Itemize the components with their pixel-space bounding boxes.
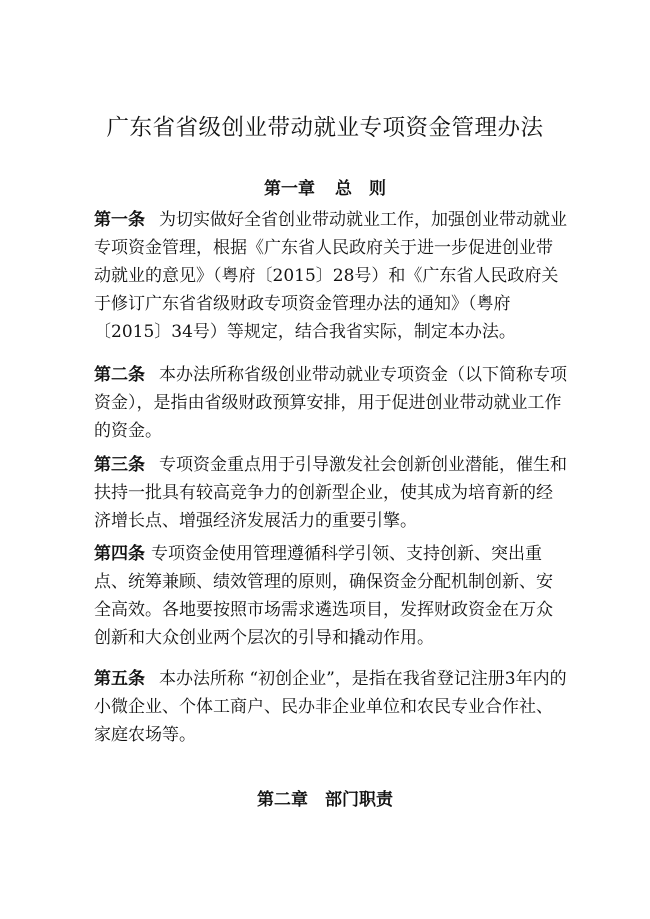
article-3-text: 专项资金重点用于引导激发社会创新创业潜能，催生和扶持一批具有较高竞争力的创新型企业，使其成为培育新的经济增长点、增强经济发展活力的重要引擎。 [94, 455, 567, 531]
article-1 [94, 206, 568, 346]
article-3 [94, 451, 568, 535]
chapter-1-heading [0, 177, 650, 201]
article-5-label: 第五条 [94, 669, 145, 689]
article-1-text: 为切实做好全省创业带动就业工作，加强创业带动就业专项资金管理，根据《广东省人民政府关于进一步促进创业带动就业的意见》（粤府〔2015〕28号）和《广东省人民政府关于修订广东省省级财政专项资金管理办法的通知》（粤府〔2015〕34号）等规定，结合我省实际，制定本办法。 [94, 210, 567, 342]
article-4 [94, 540, 568, 652]
document-title: 广东省省级创业带动就业专项资金管理办法 [106, 115, 544, 141]
article-2-text: 本办法所称省级创业带动就业专项资金（以下简称专项资金），是指由省级财政预算安排，用于促进创业带动就业工作的资金。 [94, 365, 567, 441]
article-2 [94, 361, 568, 445]
article-2-label: 第二条 [94, 365, 145, 385]
chapter-1-label: 第一章 [264, 179, 315, 199]
article-5-text: 本办法所称 “初创企业”，是指在我省登记注册3年内的小微企业、个体工商户、民办非企业单位和农民专业合作社、家庭农场等。 [94, 669, 567, 745]
chapter-1-name: 总 则 [335, 179, 386, 199]
article-4-text: 专项资金使用管理遵循科学引领、支持创新、突出重点、统筹兼顾、绩效管理的原则，确保资金分配机制创新、安全高效。各地要按照市场需求遴选项目，发挥财政资金在万众创新和大众创业两个层次的引导和撬动作用。 [94, 544, 553, 648]
chapter-2-heading: 第二章 部门职责 [257, 790, 393, 810]
article-3-label: 第三条 [94, 455, 145, 475]
article-4-label: 第四条 [94, 544, 145, 564]
article-5 [94, 665, 568, 749]
article-1-label: 第一条 [94, 210, 145, 230]
